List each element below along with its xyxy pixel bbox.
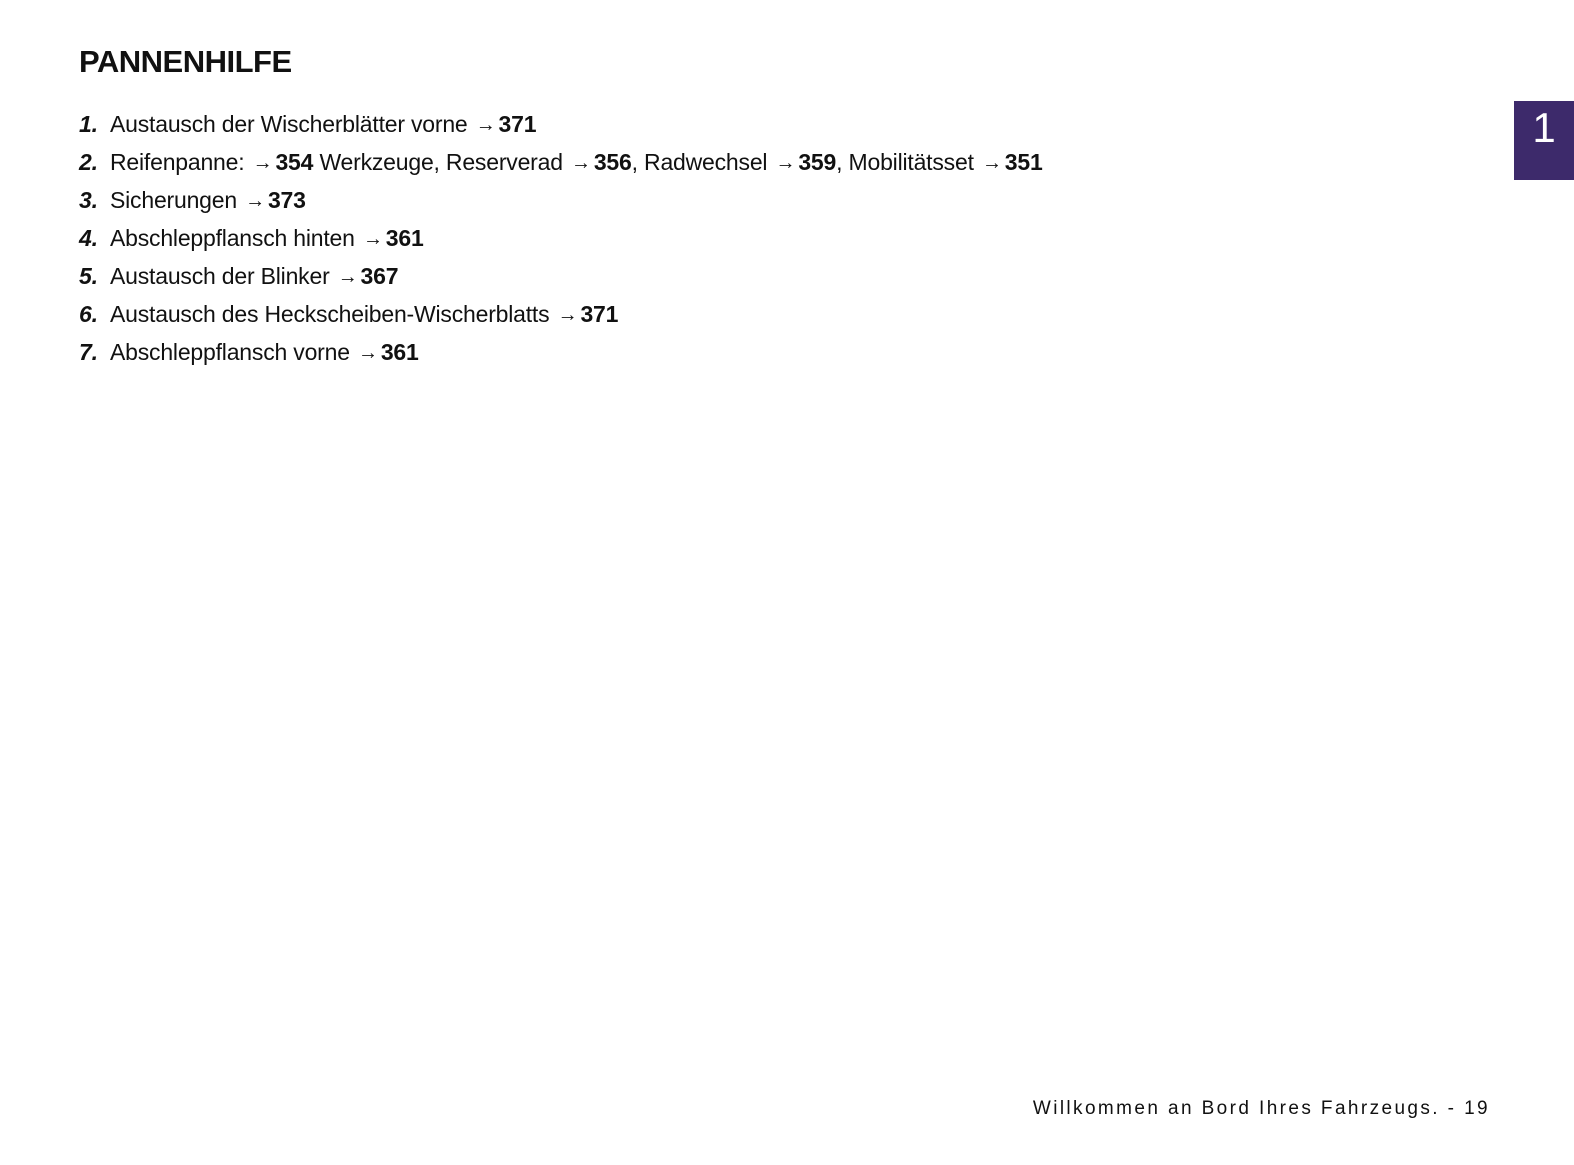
separator: , <box>836 149 843 175</box>
page-title: PANNENHILFE <box>79 44 292 79</box>
item-text: Werkzeuge, Reserverad <box>319 149 563 175</box>
item-number: 3. <box>79 187 98 213</box>
arrow-right-icon: → <box>358 342 378 364</box>
page-reference-link[interactable]: 351 <box>1004 149 1043 175</box>
list-item <box>79 181 1043 219</box>
item-number: 6. <box>79 301 98 327</box>
arrow-right-icon: → <box>981 152 1002 174</box>
arrow-right-icon: → <box>571 152 591 174</box>
page-reference-link[interactable]: 361 <box>380 339 419 365</box>
arrow-right-icon: → <box>557 304 578 326</box>
page-reference-link[interactable]: 371 <box>580 301 619 327</box>
item-text: Austausch der Wischerblätter vorne <box>110 111 468 137</box>
item-number: 1. <box>79 111 98 137</box>
page-reference-link[interactable]: 354 <box>275 149 314 175</box>
page-footer: Willkommen an Bord Ihres Fahrzeugs. - 19 <box>1032 1098 1490 1119</box>
page-reference-link[interactable]: 361 <box>385 225 424 251</box>
item-text: Sicherungen <box>110 187 237 213</box>
item-text: Mobilitätsset <box>848 149 974 175</box>
item-text: Austausch des Heckscheiben-Wischerblatts <box>110 301 550 327</box>
page-reference-link[interactable]: 359 <box>798 149 837 175</box>
item-text: Austausch der Blinker <box>110 263 330 289</box>
list-item <box>79 219 1043 257</box>
item-number: 4. <box>79 225 98 251</box>
arrow-right-icon: → <box>337 266 358 288</box>
reference-list <box>79 105 1043 371</box>
item-number: 7. <box>79 339 98 365</box>
list-item <box>79 295 1043 333</box>
item-text: Reifenpanne: <box>110 149 245 175</box>
page-reference-link[interactable]: 373 <box>267 187 306 213</box>
arrow-right-icon: → <box>475 114 496 136</box>
page-reference-link[interactable]: 356 <box>593 149 632 175</box>
separator: , <box>631 149 638 175</box>
arrow-right-icon: → <box>252 152 273 174</box>
item-text: Abschleppflansch vorne <box>110 339 350 365</box>
page-reference-link[interactable]: 371 <box>498 111 537 137</box>
chapter-tab[interactable]: 1 <box>1514 101 1574 180</box>
list-item <box>79 257 1043 295</box>
arrow-right-icon: → <box>775 152 796 174</box>
list-item <box>79 143 1043 181</box>
list-item <box>79 333 1043 371</box>
item-number: 2. <box>79 149 98 175</box>
item-number: 5. <box>79 263 98 289</box>
item-text: Radwechsel <box>644 149 768 175</box>
page-reference-link[interactable]: 367 <box>360 263 399 289</box>
arrow-right-icon: → <box>245 190 265 212</box>
arrow-right-icon: → <box>362 228 383 250</box>
list-item <box>79 105 1043 143</box>
item-text: Abschleppflansch hinten <box>110 225 355 251</box>
